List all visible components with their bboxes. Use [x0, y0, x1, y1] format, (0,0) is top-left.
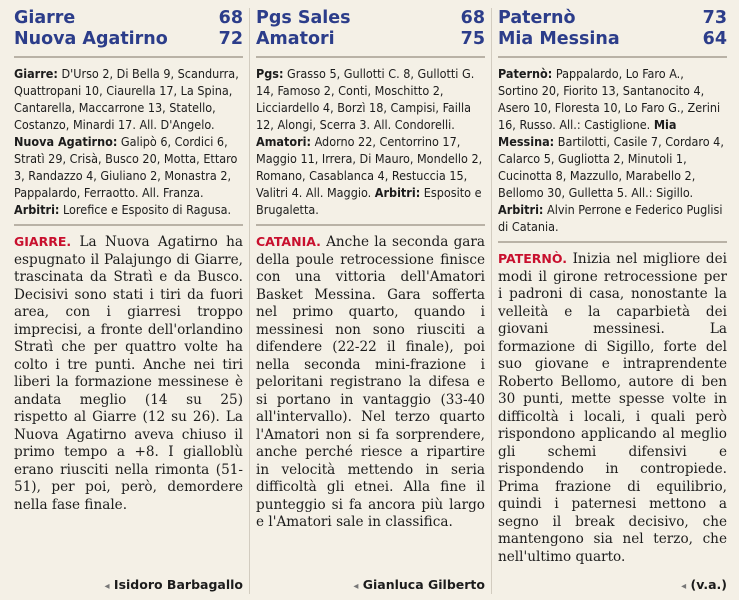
author-byline [498, 577, 727, 594]
box-score-players: Adorno 22, Centorrino 17, Maggio 11, Irrera, Di Mauro, Mondello 2, Romano, Casablanca 4, Restuccia 15, Valitri 4. All. Maggio. [256, 134, 483, 200]
report-body: La Nuova Agatirno ha espugnato il Palajungo di Giarre, trascinata da Stratì e da Busco. Decisivi sono stati i tiri da fuori area, con i giarresi troppo imprecisi, a fronte dell'orlandino Stratì che per quattro volte ha colto i tre punti. Anche nei tiri liberi la formazione messinese è andata meglio (14 su 25) rispetto al Giarre (12 su 26). La Nuova Agatirno aveva chiuso il primo tempo a +8. I gialloblù erano riusciti nella rimonta (51-51), per poi, però, demordere nella fase finale. [14, 234, 243, 513]
away-team-name: Mia Messina [498, 29, 620, 49]
box-score-label: Nuova Agatirno: [14, 134, 118, 149]
team-row-away [14, 29, 243, 50]
home-team-score: 68 [218, 8, 243, 28]
box-score-label: Arbitri: [498, 202, 544, 217]
home-team-name: Giarre [14, 8, 76, 28]
away-team-name: Nuova Agatirno [14, 29, 168, 49]
game-column [491, 8, 733, 594]
left-triangle-icon: ◂ [681, 581, 687, 592]
box-score-label: Mia Messina: [498, 117, 677, 149]
team-row-home [498, 8, 727, 29]
box-score-players: Grasso 5, Gullotti C. 8, Gullotti G. 14, Famoso 2, Conti, Moschitto 2, Licciardello 4, Borzì 18, Campisi, Failla 12, Alongi, Scerra 3. All. Condorelli. [256, 66, 475, 132]
scoreboard [14, 8, 243, 58]
team-row-home [256, 8, 485, 29]
home-team-score: 73 [702, 8, 727, 28]
team-row-away [498, 29, 727, 50]
box-score-text [256, 65, 485, 226]
box-score-players: D'Urso 2, Di Bella 9, Scandurra, Quattropani 10, Ciaurella 17, La Spina, Cantarella, Maccarrone 13, Statello, Costanzo, Minardi 17. All. D'Angelo. [14, 66, 239, 132]
author-name: (v.a.) [690, 577, 727, 592]
home-team-name: Paternò [498, 8, 576, 28]
match-report [498, 250, 727, 566]
report-body: Anche la seconda gara della poule retrocessione finisce con una vittoria dell'Amatori Basket Messina. Gara sofferta nel primo quarto, quando i messinesi non sono riusciti a difendere (22-22 il finale), poi nella seconda mini-frazione i peloritani registrano la difesa e si portano in vantaggio (33-40 all'intervallo). Nel terzo quarto l'Amatori non si fa sorprendere, anche perché riesce a ripartire in velocità mettendo in seria difficoltà gli etnei. Alla fine il punteggio si fa ancora più largo e l'Amatori sale in classifica. [256, 234, 485, 530]
box-score-label: Arbitri: [374, 185, 421, 200]
away-team-name: Amatori [256, 29, 335, 49]
team-row-home [14, 8, 243, 29]
box-score-label: Paternò: [498, 66, 553, 81]
away-team-score: 72 [218, 29, 243, 49]
box-score-label: Giarre: [14, 66, 58, 81]
box-score-players: Galipò 6, Cordici 6, Stratì 29, Crisà, Busco 20, Motta, Ettaro 3, Randazzo 4, Giuliano 2, Monastra 2, Pappalardo, Ferraotto. All. Franza. [14, 134, 238, 200]
box-score-text [14, 65, 243, 226]
dateline: CATANIA. [256, 234, 321, 249]
scoreboard [256, 8, 485, 58]
author-byline [14, 577, 243, 594]
left-triangle-icon: ◂ [353, 581, 359, 592]
home-team-name: Pgs Sales [256, 8, 351, 28]
author-name: Gianluca Gilberto [362, 577, 485, 592]
box-score-label: Arbitri: [14, 202, 60, 217]
box-score-players: Esposito e Brugaletta. [256, 185, 482, 217]
box-score-text [498, 65, 727, 243]
box-score-players: Pappalardo, Lo Faro A., Sortino 20, Fiorito 13, Santanocito 4, Asero 10, Floresta 10, Lo Faro G., Zerini 16, Russo. All.: Castiglione. [498, 66, 721, 132]
left-triangle-icon: ◂ [104, 581, 110, 592]
match-report [256, 233, 485, 532]
author-name: Isidoro Barbagallo [113, 577, 243, 592]
box-score-label: Amatori: [256, 134, 312, 149]
box-score-players: Bartilotti, Casile 7, Cordaro 4, Calarco 5, Gugliotta 2, Minutoli 1, Cucinotta 8, Mazzullo, Marabello 2, Bellomo 30, Gulletta 5. All.: Sigillo. [498, 134, 724, 200]
author-byline [256, 577, 485, 594]
box-score-players: Lorefice e Esposito di Ragusa. [59, 202, 232, 217]
box-score-label: Pgs: [256, 66, 284, 81]
away-team-score: 75 [460, 29, 485, 49]
scoreboard [498, 8, 727, 58]
away-team-score: 64 [702, 29, 727, 49]
team-row-away [256, 29, 485, 50]
dateline: PATERNÒ. [498, 251, 567, 266]
game-column [8, 8, 249, 594]
home-team-score: 68 [460, 8, 485, 28]
match-report [14, 233, 243, 514]
report-body: Inizia nel migliore dei modi il girone retrocessione per i padroni di casa, nonostante la velleità e la caparbietà dei giovani messinesi. La formazione di Sigillo, forte del suo giovane e intraprendente Roberto Bellomo, autore di ben 30 punti, mette spesse volte in difficoltà i locali, i quali però rispondono applicando al meglio gli schemi difensivi e rispondendo in contropiede. Prima frazione di equilibrio, quindi i paternesi mettono a segno il break decisivo, che mantengono sia nel terzo, che nell'ultimo quarto. [498, 251, 727, 565]
dateline: GIARRE. [14, 234, 72, 249]
box-score-players: Alvin Perrone e Federico Puglisi di Catania. [498, 202, 723, 234]
game-column [249, 8, 491, 594]
